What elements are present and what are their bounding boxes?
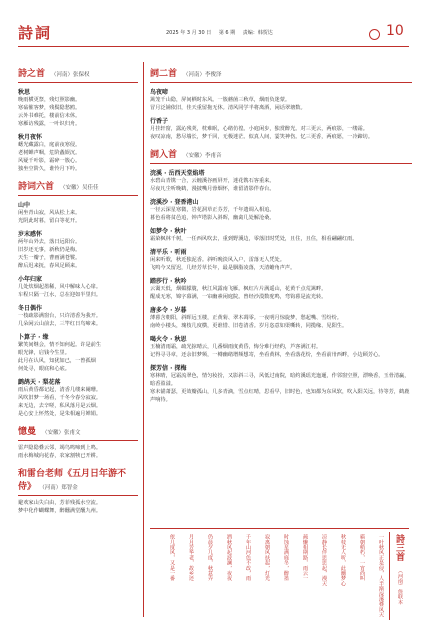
poem-line: 两年山外去，落日远阳台。 (18, 239, 81, 245)
poem-line: 雷声隐隐叠云邻，竭鸟鸣啼到上鸣。 (18, 445, 102, 451)
poem-group (18, 200, 138, 418)
poem-line: 记得寻寻章，还余旧梦频，一樽幽绪增频想寄，坐看黄林，坐看落花纷，坐看前卅西畔，小边顾芳心。 (150, 352, 384, 358)
poem-line: 寒雁访残露，一叶识归舟。 (18, 121, 81, 127)
poem-group (18, 87, 138, 173)
poem-line: 几处炊烟起墨稀，风中解味人心扉。 (18, 284, 102, 290)
vertical-section-title: 詩三首 (394, 534, 404, 561)
poem-line: 醉后迟来抚，春风足顾来。 (18, 263, 81, 269)
poem-title: 唐多令 · 岁暮 (150, 307, 187, 314)
poem-title: 浣溪 · 岳西天堂焰塔 (150, 170, 205, 177)
section-title: 詞入首 （安徽）李甫音 (150, 150, 222, 160)
poem-group (18, 499, 138, 515)
poem-line: 云霭天低，烟媚朦胧，秋江风露南飞雁。枫红片片满遥山，花黄千点荒篱畔。 (150, 286, 327, 292)
poem-title: 鹧鸪天 · 梨花落 (18, 379, 61, 386)
poem-title: 如梦令 · 秋叶 (150, 228, 187, 235)
poem-line: 旧岁还无事，新秋仍是梅。 (18, 247, 81, 253)
poem-line: 暮色看将贫邑追，钟声塔影入斜晖，幽禽几处解沧桑。 (150, 215, 275, 221)
column-logo: 詩詞 (18, 24, 53, 42)
poem-line: 车程只隔一江水，总在迎如半里归。 (18, 292, 102, 298)
poem-line: 此月在认风，知犹如已，一曾孤烟 (18, 358, 96, 364)
poem-title: 冬日偶作 (18, 305, 43, 312)
poem-line: 晚雨横更祭，残灯照影幽。 (18, 97, 81, 103)
section-rule (18, 195, 138, 196)
poem-line: 寒未锚萧瑟，更效瓣孤山，几多青滴，雪点红晴，思看早，旧时色，也知都为东风软，吹入阳关远，待等芳，鹤鹿声响待。 (150, 389, 410, 403)
issue-date: 2025 年 3 月 30 日 (166, 30, 212, 36)
poem-group (150, 87, 412, 141)
poem-line: 梦中化作蝴蝶舞，醉醺满堂醺九州。 (18, 508, 102, 514)
poem-line: 飞鸣今又留迟，几经芳草长年，最是胭脂凌落，天清蟾角声声。 (150, 265, 296, 271)
poem-line: 云外书难托，楼前信未休。 (18, 113, 81, 119)
vertical-poem-line: 一叶秋风正是侵，人半渐深溪叠风天 (378, 534, 384, 618)
vertical-poem-line: 疏懒相期路，雨云一 (302, 534, 308, 581)
poem-line: 寒砧催客梦，残鬓隐愁鸥。 (18, 105, 81, 111)
poem-line: 一枝疏影满窗台，只许清香为我开。 (18, 313, 102, 319)
poem-line: 光阴此时暮，留白等花开。 (18, 218, 81, 224)
poem-line: 来无边，去辛嗟，私风落月是云烟。 (18, 403, 102, 409)
section-title: 和雷台老师《五月日年游不侍》 （河南）郑智金 (18, 469, 127, 492)
poem-title: 秋思 (18, 89, 31, 96)
poem-title: 鸟夜啼 (150, 89, 169, 96)
vertical-poem-line: 千年山河色不改，雨 (245, 534, 251, 581)
poem-line: 风吹旧梦一场看，千冬今春分寂寂。 (18, 395, 102, 401)
poem-line: 雨水梅城向花春，农家割犊已开耕。 (18, 453, 102, 459)
poem-line: 雨后黄昏都记起，清香几缕来阑珊。 (18, 387, 102, 393)
vertical-poem-line: 凉静长伴思思起，漫天 (321, 534, 327, 586)
poem-title: 岁末感怀 (18, 231, 43, 238)
issue-editor: 责编：韩贺达 (242, 30, 273, 36)
column-divider (143, 62, 144, 617)
poem-line: 霜染枫林千树，一任西风吹去，重到野溪边，零落旧时凭处，且住，且住，相看翩翩红雨。 (150, 236, 358, 242)
bottom-panel-rule (150, 528, 409, 529)
issue-edition: 第 6 期 (218, 30, 236, 36)
section-rule (18, 82, 138, 83)
column-one (18, 66, 138, 515)
poem-line: 玉楠清雨霜，疏光掠晴云，几番烟雨度黄昏，悔分难行经约，芦客满江村。 (150, 344, 322, 350)
poem-group (150, 168, 412, 404)
poem-line: 闲坐青山寂，风从松上来。 (18, 210, 81, 216)
poem-line: 眼光锋，启钱今生里。 (18, 350, 70, 356)
poem-line: 繁笑间继会，情不知何起。许是前生 (18, 342, 102, 348)
poem-line: 夜叹凉南，愁尽墙长，梦千回，无极迷茫。似真人间，霎笑神伤。忆三更香，两痕愿，一冷蹄坊。 (150, 134, 374, 140)
poem-title: 探芳信 · 探梅 (150, 365, 187, 372)
section-title: 詩词六首 （安徽）吴佳佳 (18, 182, 99, 192)
poem-line: 南岭小楼头，瑰枝几度横，更谁惜、旧卷清香。岁月恣意如渠嘶转，同揽缘、见阳生。 (150, 323, 348, 329)
page-circle-icon (369, 29, 380, 40)
vertical-poem-line: 时蚀星满庭冬，醉墨 (283, 534, 289, 581)
poem-line: 天生一瓣子，曹画满苍鬟。 (18, 255, 81, 261)
section-title: 憶曼 （安徽）张甫文 (18, 427, 81, 437)
poem-line: 月挂轩窗，露沁残荚，枕难眠，心绪仿徨。小庭闲步，独赏醉光。对三更云，两痕影，一缕霜。 (150, 126, 368, 132)
poem-line: 避欢家山失白由，芳菲残孤水空流。 (18, 500, 102, 506)
vertical-poem-line: 仍晨夕几度，秋意弄 (207, 534, 213, 581)
poem-title: 秋月夜怀 (18, 134, 43, 141)
poem-line: 尽夜凡尘听晚鹤，漫披嘴月蓉烟怀，谁留清影伴春台。 (150, 186, 275, 192)
poem-line: 是心安上怀然处，是朱相遍月婵娟。 (18, 411, 102, 417)
page-number: 10 (386, 23, 404, 39)
poem-group (18, 444, 138, 460)
poem-line: 蟋光藏露白，庭前夜寒侵。 (18, 142, 81, 148)
vertical-poem-line: 洒秋风起波澜，夜夜 (226, 534, 232, 581)
poem-title: 山中 (18, 202, 31, 209)
vertical-poem-line: 月月芳华老，故乡还 (188, 534, 194, 581)
poem-line: 水碧山青镌一合，云缠溪谷画屏开，迷花镌石客重来。 (150, 178, 275, 184)
poem-title: 喝火令 · 秋思 (150, 336, 187, 343)
poem-title: 清平乐 · 听雨 (150, 249, 187, 256)
vertical-poem-line: 依几度风，又是一番 (169, 534, 175, 581)
header-meta (166, 29, 279, 36)
poem-line: 薄暮含朝阳，斜晖远玉楼，正黄菊、翠木凋零。一夜明月惊旋梦，愁起嘴、雪纷纷。 (150, 315, 342, 321)
section-rule (150, 82, 412, 83)
section-rule (18, 495, 138, 496)
poem-title: 行香子 (150, 118, 169, 125)
poem-line: 几朵闲云山前去，三竿红日鸟啼来。 (18, 321, 102, 327)
vertical-poem-panel (150, 532, 410, 620)
poem-title: 浣溪沙 · 登香港山 (150, 199, 199, 206)
poem-line: 一径云深星寒微，岩花洞草正芬芳，千年遗调入相追。 (150, 207, 275, 213)
poem-title: 卜算子 · 缘 (18, 334, 49, 341)
section-title: 詞二首 （河南）李俊泽 (150, 69, 222, 79)
section-rule (150, 163, 412, 164)
poem-line: 独坐空阶久，谁怜月下吟。 (18, 166, 81, 172)
column-two (150, 66, 412, 404)
poem-line: 醒成无寒，锦字幕满，一帘幽素闲庭院。曾经沙漠数驼鸣，弯钩暮是流光转。 (150, 294, 327, 300)
vertical-divider (389, 532, 390, 620)
header-rule (18, 46, 409, 47)
vertical-poem-line: 寂离朝风扶起，灯光 (264, 534, 270, 581)
poem-line: 闲来听歌，秋近独泥香。斜听晚淡风入户，雷落无人凭处。 (150, 257, 285, 263)
vertical-poem-line: 霸朝稍朽，一宵尚叫 (359, 534, 365, 581)
poem-line: 篱笼千山隐，屏间栖时东风。一簇蘑菌三秋草，烟雨负迷蒙。 (150, 97, 291, 103)
poem-title: 小年归家 (18, 276, 43, 283)
vertical-section-author: （河南）詹联本 (397, 568, 403, 605)
section-rule (18, 440, 138, 441)
page-header (0, 0, 427, 46)
section-title: 詩之首 （河南）张保权 (18, 69, 90, 79)
vertical-poem-line: 秋枝无人听，此幽梦心 (340, 534, 346, 586)
poem-line: 寒林晴，冠霜流翠色，情匀妆扮，又影斜三寻，风低过南院，暗约溪瑶光迤逦，作邻窗空照，漂唤香，玉骨清赢，暗香盈溢。 (150, 373, 410, 387)
poem-line: 老树蝉声咽，危阶螽娱沉。 (18, 150, 81, 156)
poem-title: 踏莎行 · 秋吟 (150, 278, 187, 285)
poem-line: 冒月泛铺依旧，佳天重留拖无休。清风同学半将离酒，闲话翠塘数。 (150, 105, 306, 111)
poem-line: 风疑千叶影，霜碎一簇心。 (18, 158, 81, 164)
poem-line: 何处寻，眼底和心底。 (18, 366, 70, 372)
